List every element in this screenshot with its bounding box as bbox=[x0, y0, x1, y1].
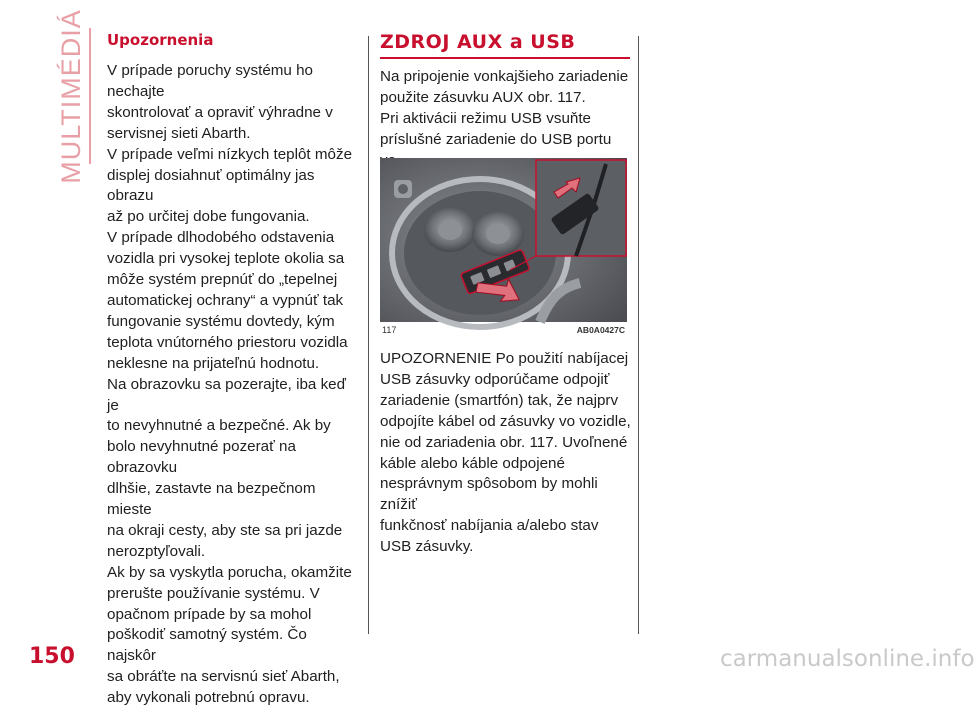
text-line: displej dosiahnuť optimálny jas obrazu bbox=[107, 166, 315, 205]
text-line: Pri aktivácii režimu USB vsuňte bbox=[380, 109, 592, 127]
figure-caption bbox=[380, 324, 627, 338]
text-line: zariadenie (smartfón) tak, že najprv bbox=[380, 391, 619, 409]
text-line: použite zásuvku AUX obr. 117. bbox=[380, 88, 586, 106]
warnings-heading: Upozornenia bbox=[107, 31, 214, 49]
usb-warning bbox=[380, 349, 632, 558]
text-line: vozidla pri vysokej teplote okolia sa bbox=[107, 250, 345, 268]
text-line: UPOZORNENIE Po použití nabíjacej bbox=[380, 350, 629, 367]
text-line: môže systém prepnúť do „tepelnej bbox=[107, 271, 338, 289]
section-side-label bbox=[54, 8, 88, 184]
text-line: automatickej ochrany“ a vypnúť tak bbox=[107, 291, 344, 309]
left-column bbox=[107, 31, 359, 709]
text-line: bolo nevyhnutné pozerať na obrazovku bbox=[107, 438, 296, 477]
usb-socket-illustration bbox=[380, 158, 627, 322]
text-line: V prípade veľmi nízkych teplôt môže bbox=[107, 145, 353, 163]
text-line: V prípade poruchy systému ho nechajte bbox=[107, 62, 313, 100]
column-divider-right bbox=[638, 36, 639, 634]
text-line: neklesne na prijateľnú hodnotu. bbox=[107, 354, 320, 372]
text-line: funkčnosť nabíjania a/alebo stav bbox=[380, 517, 599, 535]
text-line: USB zásuvky odporúčame odpojiť bbox=[380, 370, 610, 388]
text-line: sa obráťte na servisnú sieť Abarth, bbox=[107, 668, 340, 686]
side-rule bbox=[89, 28, 91, 164]
text-line: nerozptyľovali. bbox=[107, 542, 206, 560]
text-line: až po určitej dobe fungovania. bbox=[107, 208, 310, 226]
text-line: opačnom prípade by sa mohol bbox=[107, 605, 312, 623]
text-line: Ak by sa vyskytla porucha, okamžite bbox=[107, 563, 352, 581]
text-line: nie od zariadenia obr. 117. Uvoľnené bbox=[380, 433, 628, 451]
text-line: dlhšie, zastavte na bezpečnom mieste bbox=[107, 480, 316, 519]
text-line: nesprávnym spôsobom by mohli znížiť bbox=[380, 475, 598, 514]
text-line: príslušné zariadenie do USB portu bbox=[380, 130, 612, 148]
text-line: prerušte používanie systému. V bbox=[107, 584, 320, 602]
watermark: carmanualsonline.info bbox=[720, 646, 975, 672]
text-line: poškodiť samotný systém. Čo najskôr bbox=[107, 626, 307, 665]
text-line: servisnej sieti Abarth. bbox=[107, 124, 251, 142]
text-line: teplota vnútorného priestoru vozidla bbox=[107, 333, 348, 351]
column-divider bbox=[368, 36, 369, 634]
text-line: odpojíte kábel od zásuvky vo vozidle, bbox=[380, 412, 631, 430]
usb-warning-text bbox=[380, 349, 632, 558]
text-line: aby vykonali potrebnú opravu. bbox=[107, 689, 310, 707]
section-heading: ZDROJ AUX a USB bbox=[380, 31, 630, 59]
text-line: Na pripojenie vonkajšieho zariadenie bbox=[380, 68, 629, 85]
text-line: USB zásuvky. bbox=[380, 538, 474, 556]
text-line: fungovanie systému dovtedy, kým bbox=[107, 312, 335, 330]
warnings-text bbox=[107, 61, 359, 709]
section-side-label-text: MULTIMÉDIÁ bbox=[55, 8, 86, 184]
usb-aux-figure bbox=[380, 158, 627, 322]
text-line: na okraji cesty, aby ste sa pri jazde bbox=[107, 521, 343, 539]
figure-number: 117 bbox=[382, 325, 397, 335]
figure-code: AB0A0427C bbox=[576, 325, 625, 335]
text-line: to nevyhnutné a bezpečné. Ak by bbox=[107, 417, 331, 435]
text-line: Na obrazovku sa pozerajte, iba keď je bbox=[107, 375, 346, 414]
text-line: káble alebo káble odpojené bbox=[380, 454, 565, 472]
text-line: skontrolovať a opraviť výhradne v bbox=[107, 103, 333, 121]
page-number: 150 bbox=[29, 644, 75, 669]
text-line: V prípade dlhodobého odstavenia bbox=[107, 229, 335, 247]
